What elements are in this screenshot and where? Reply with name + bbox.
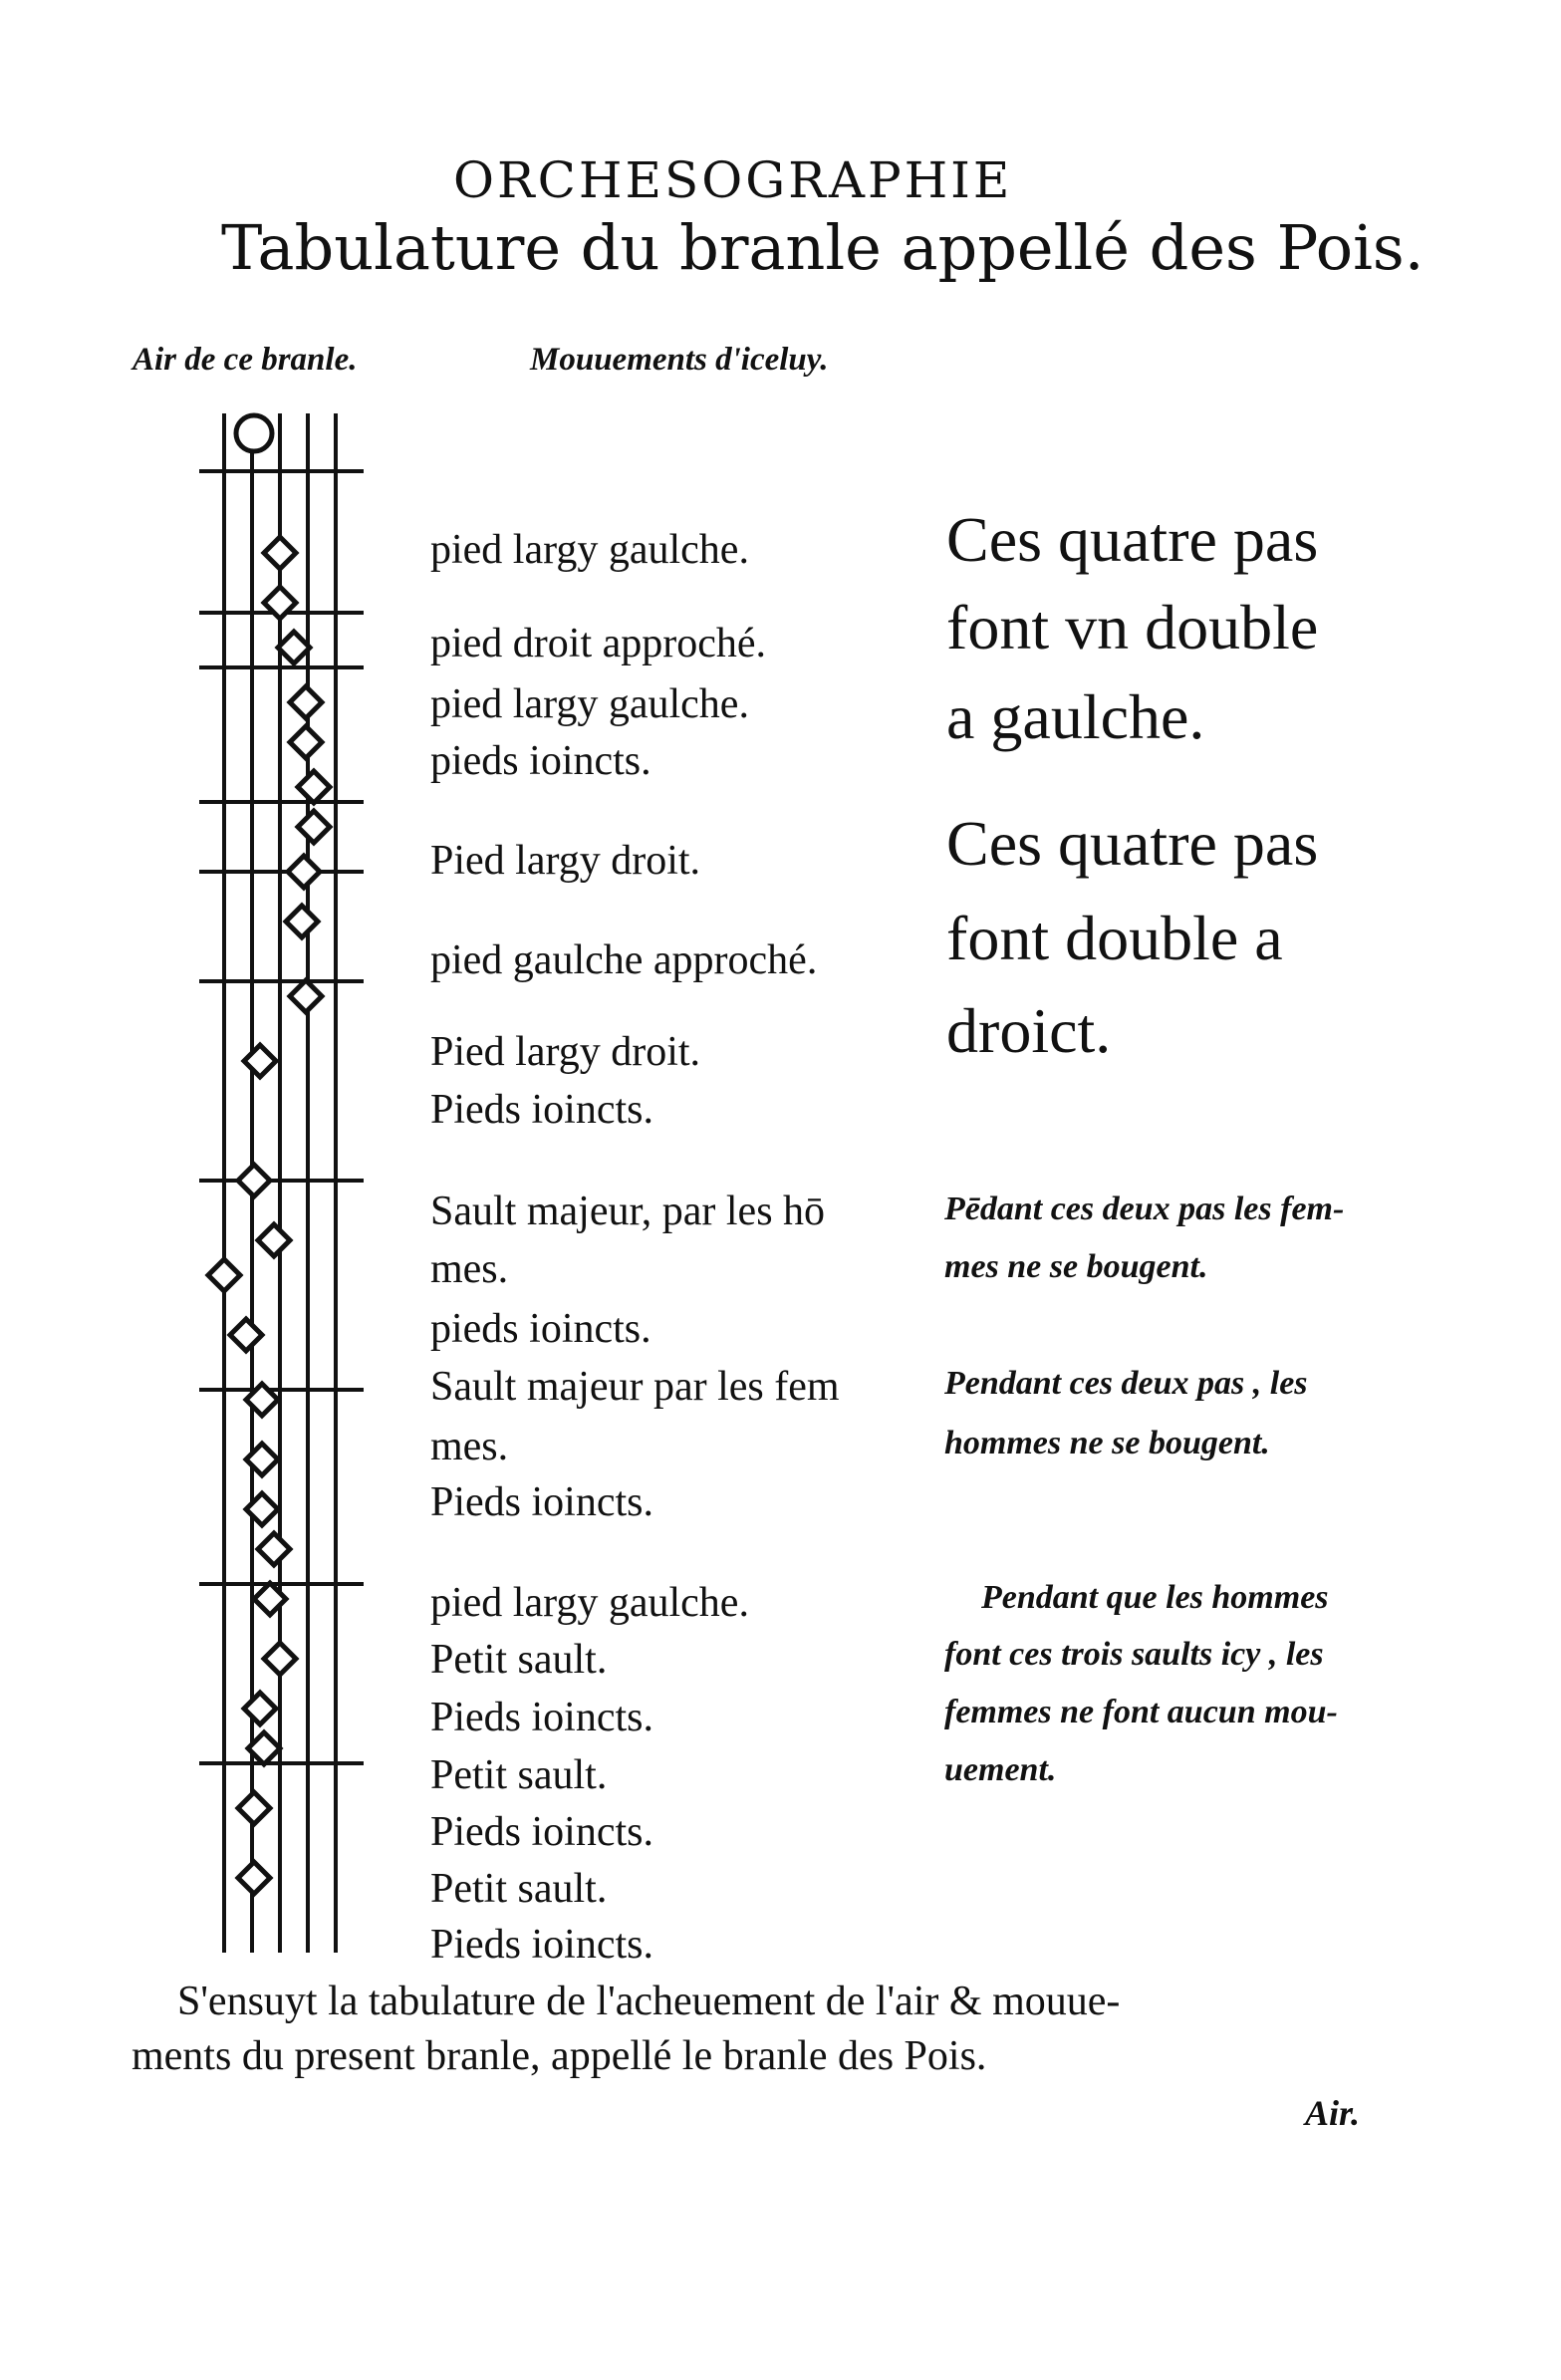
note-head [258, 1224, 290, 1256]
note-head [286, 906, 318, 937]
movement-line: pied droit approché. [430, 621, 767, 666]
women-still-note: Pēdant ces deux pas les fem- [944, 1190, 1345, 1227]
movement-line: pieds ioincts. [430, 1306, 651, 1352]
movement-line: mes. [430, 1424, 509, 1469]
movement-line: Petit sault. [430, 1637, 608, 1683]
double-right-note: font double a [946, 903, 1283, 973]
note-head [230, 1319, 262, 1351]
double-left-note: Ces quatre pas [946, 504, 1319, 575]
double-right-note: Ces quatre pas [946, 808, 1319, 879]
note-head [244, 1045, 276, 1077]
movement-line: Sault majeur par les fem [430, 1364, 840, 1410]
women-still-note: mes ne se bougent. [944, 1248, 1208, 1285]
page-subtitle: Tabulature du branle appellé des Pois. [221, 211, 1425, 284]
note-head [244, 1693, 276, 1724]
clef-icon [236, 415, 272, 451]
note-head [264, 537, 296, 569]
movement-line: pied gaulche approché. [430, 937, 818, 983]
movement-line: pied largy gaulche. [430, 1580, 749, 1626]
men-still-note: hommes ne se bougent. [944, 1425, 1270, 1461]
movement-line: pied largy gaulche. [430, 527, 749, 573]
note-head [298, 771, 330, 803]
men-sault-note: Pendant que les hommes [981, 1579, 1329, 1616]
note-head [288, 856, 320, 888]
note-head [290, 726, 322, 758]
footer-line: ments du present branle, appellé le branle des Pois. [131, 2033, 987, 2079]
note-head [208, 1259, 240, 1291]
double-left-note: a gaulche. [946, 681, 1205, 752]
movement-line: Sault majeur, par les hō [430, 1189, 826, 1234]
note-head [298, 811, 330, 843]
double-right-note: droict. [946, 995, 1112, 1066]
movement-line: pied largy gaulche. [430, 681, 749, 727]
movement-line: Petit sault. [430, 1866, 608, 1912]
men-still-note: Pendant ces deux pas , les [944, 1365, 1308, 1402]
column-heading-air: Air de ce branle. [132, 342, 358, 378]
note-head [258, 1533, 290, 1565]
movement-line: mes. [430, 1246, 509, 1292]
note-head [290, 686, 322, 718]
note-head [278, 632, 310, 663]
running-title: ORCHESOGRAPHIE [453, 151, 1013, 209]
men-sault-note: uement. [944, 1751, 1057, 1788]
catchword: Air. [1305, 2093, 1361, 2133]
men-sault-note: font ces trois saults icy , les [944, 1636, 1324, 1673]
movement-line: Pieds ioincts. [430, 1922, 654, 1968]
note-head [264, 1643, 296, 1675]
movement-line: pieds ioincts. [430, 738, 651, 784]
note-head [238, 1165, 270, 1196]
column-heading-movements: Mouuements d'iceluy. [530, 342, 829, 378]
movement-line: Pieds ioincts. [430, 1087, 654, 1133]
movement-line: Pied largy droit. [430, 1029, 701, 1075]
movement-line: Petit sault. [430, 1752, 608, 1798]
movement-line: Pied largy droit. [430, 838, 701, 884]
note-head [238, 1862, 270, 1894]
note-head [290, 980, 322, 1012]
double-left-note: font vn double [946, 592, 1319, 662]
men-sault-note: femmes ne font aucun mou- [944, 1694, 1338, 1730]
movement-line: Pieds ioincts. [430, 1809, 654, 1855]
footer-line: S'ensuyt la tabulature de l'acheuement de l'air & mouue- [177, 1979, 1121, 2024]
movement-line: Pieds ioincts. [430, 1695, 654, 1740]
music-staff [194, 403, 384, 1958]
movement-line: Pieds ioincts. [430, 1479, 654, 1525]
note-head [238, 1792, 270, 1824]
